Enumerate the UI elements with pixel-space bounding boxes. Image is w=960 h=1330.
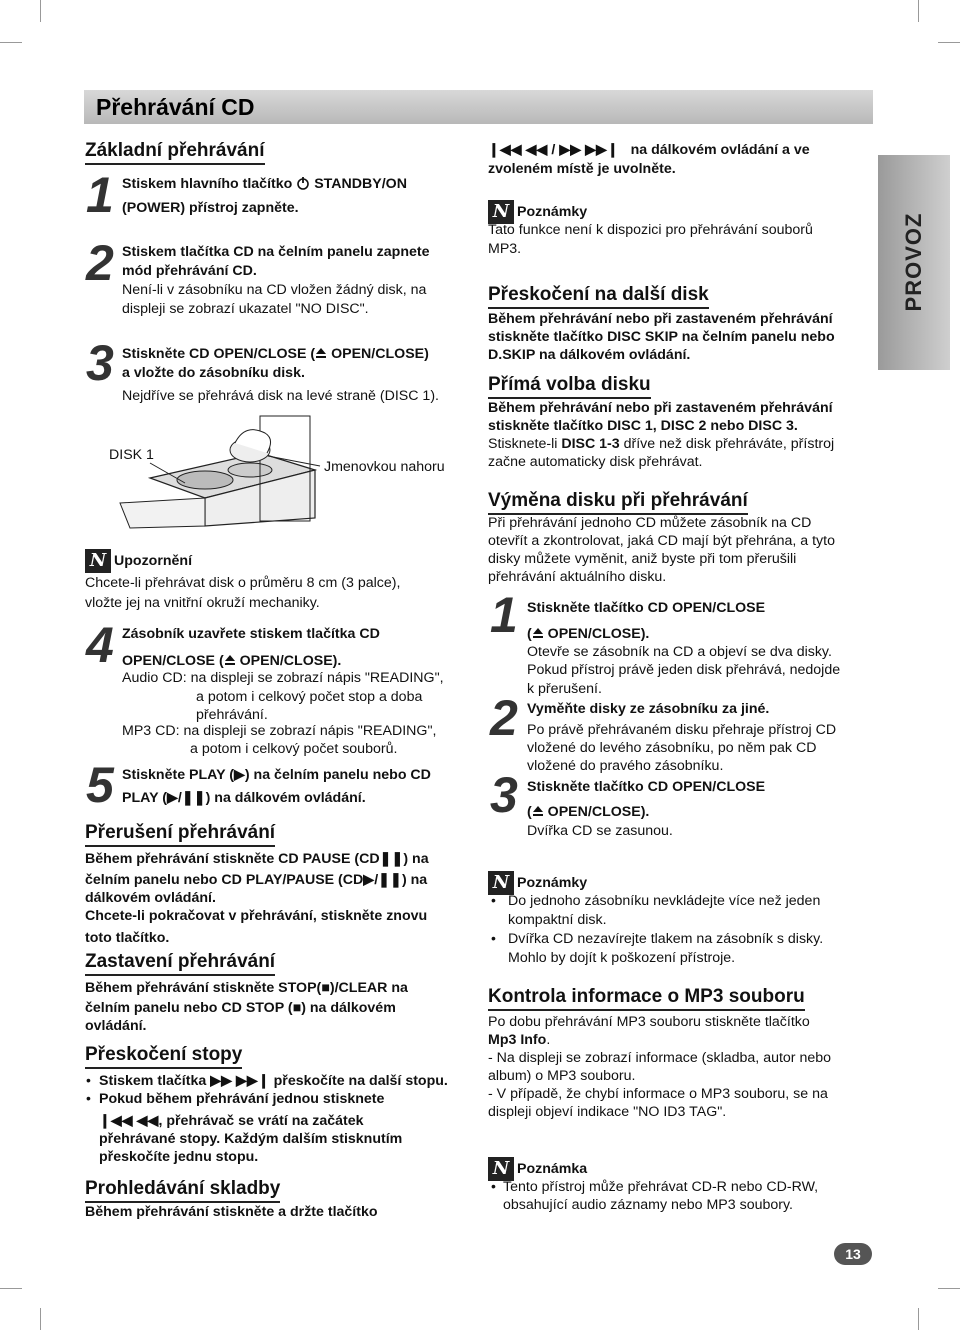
bullet: • [491, 1178, 496, 1194]
section-title-next-disc: Přeskočení na další disk [488, 284, 709, 309]
note-icon: N [488, 1157, 514, 1181]
note-text: Tento přístroj může přehrávat CD-R nebo CD-RW, [503, 1179, 819, 1195]
step-text: ( OPEN/CLOSE). [527, 804, 650, 820]
step-number: 1 [86, 167, 114, 223]
search-cont-text: ❙◀◀ ◀◀ / ▶▶ ▶▶❙ na dálkovém ovládání a ve [488, 142, 810, 158]
note-text: obsahující audio záznamy nebo MP3 soubory. [503, 1197, 793, 1213]
section-title-basic: Základní přehrávání [85, 140, 265, 165]
skip-text: Stiskem tlačítka ▶▶ ▶▶❙ přeskočíte na další stopu. [99, 1073, 448, 1089]
step-text: Stiskněte CD OPEN/CLOSE ( OPEN/CLOSE) [122, 346, 429, 362]
step-number: 1 [490, 587, 518, 643]
eject-icon [532, 627, 544, 639]
change-text: přehrávání aktuálního disku. [488, 569, 667, 585]
step-text: Stiskem hlavního tlačítko STANDBY/ON [122, 176, 407, 192]
step-text: (POWER) přístroj zapněte. [122, 200, 299, 216]
side-tab-label: PROVOZ [901, 212, 926, 312]
mp3info-text: - Na displeji se zobrazí informace (skladba, autor nebo [488, 1050, 832, 1066]
crop-mark [918, 0, 919, 22]
step-text: k přerušení. [527, 681, 602, 697]
pause-text: Chcete-li pokračovat v přehrávání, stiskněte znovu [85, 908, 428, 924]
step-number: 4 [86, 617, 114, 673]
step-number: 2 [490, 690, 518, 746]
stop-text: ovládání. [85, 1018, 147, 1034]
step-text: mód přehrávání CD. [122, 263, 257, 279]
mp3info-text: displeji objeví indikace "NO ID3 TAG". [488, 1104, 727, 1120]
step-text: PLAY (▶/❚❚) na dálkovém ovládání. [122, 790, 366, 806]
skip-prev-icon: ❙◀◀ ◀◀ [488, 142, 548, 158]
play-icon: ▶ [166, 790, 178, 806]
stop-text: čelním panelu nebo CD STOP (■) na dálkovém [85, 1000, 396, 1016]
bullet: • [491, 930, 496, 946]
crop-mark [938, 42, 960, 43]
step-text: displeji se zobrazí ukazatel "NO DISC". [122, 301, 369, 317]
step-text: Pokud přístroj právě jeden disk přehrává, nedojde [527, 662, 841, 678]
skip-text: přeskočíte jednu stopu. [99, 1149, 259, 1165]
step-text: Není-li v zásobníku na CD vložen žádný disk, na [122, 282, 427, 298]
crop-mark [918, 1308, 919, 1330]
note-icon: N [488, 200, 514, 224]
note-text: Do jednoho zásobníku nevkládejte více než jeden [508, 893, 821, 909]
pause-icon: ❚❚ [181, 790, 206, 806]
step-number: 5 [86, 757, 114, 813]
next-disc-text: Během přehrávání nebo při zastaveném přehrávání [488, 311, 833, 327]
pause-text: dálkovém ovládání. [85, 890, 216, 906]
eject-icon [224, 654, 236, 666]
step-text: a potom i celkový počet souborů. [190, 741, 398, 757]
note-text: Mohlo by dojít k poškození přístroje. [508, 950, 736, 966]
step-text: a potom i celkový počet stop a doba [196, 689, 423, 705]
pause-icon: ❚❚ [379, 851, 404, 867]
note-text: Dvířka CD nezavírejte tlakem na zásobník s disky. [508, 931, 824, 947]
step-text: Stiskněte tlačítko CD OPEN/CLOSE [527, 600, 766, 616]
step-text: Stiskem tlačítka CD na čelním panelu zapnete [122, 244, 430, 260]
bullet: • [86, 1072, 91, 1088]
note-title: N Poznámka [488, 1157, 587, 1181]
search-cont-text: zvoleném místě je uvolněte. [488, 161, 676, 177]
figure-label-disk1: DISK 1 [109, 447, 154, 463]
mp3info-text: album) o MP3 souboru. [488, 1068, 636, 1084]
step-text: ( OPEN/CLOSE). [527, 626, 650, 642]
mp3info-text: Mp3 Info. [488, 1032, 551, 1048]
page-number: 13 [834, 1243, 872, 1265]
next-disc-text: D.SKIP na dálkovém ovládání. [488, 347, 691, 363]
skip-next-icon: ▶▶ ▶▶❙ [210, 1073, 270, 1089]
step-text: Nejdříve se přehrává disk na levé straně (DISC 1). [122, 388, 439, 404]
step-text: Otevře se zásobník na CD a objeví se dva disky. [527, 644, 832, 660]
search-text: Během přehrávání stiskněte a držte tlačítko [85, 1204, 378, 1220]
play-icon: ▶ [233, 767, 245, 783]
step-number: 3 [86, 335, 114, 391]
note-text: Tato funkce není k dispozici pro přehrávání souborů [488, 222, 813, 238]
section-title-skip: Přeskočení stopy [85, 1044, 242, 1069]
note-text: kompaktní disk. [508, 912, 607, 928]
section-title-mp3info: Kontrola informace o MP3 souboru [488, 986, 805, 1011]
note-icon: N [488, 871, 514, 895]
page-title: Přehrávání CD [96, 94, 255, 120]
note-text: MP3. [488, 241, 522, 257]
stop-text: Během přehrávání stiskněte STOP(■)/CLEAR na [85, 980, 408, 996]
pause-text: Během přehrávání stiskněte CD PAUSE (CD❚❚) na [85, 851, 429, 867]
skip-text: Pokud během přehrávání jednou stisknete [99, 1091, 385, 1107]
stop-icon: ■ [321, 980, 330, 996]
warning-text: vložte jej na vnitřní okruží mechaniky. [85, 595, 320, 611]
step-text: MP3 CD: na displeji se zobrazí nápis "READING", [122, 723, 437, 739]
direct-text: Stisknete-li DISC 1-3 dříve než disk přehráváte, přístroj [488, 436, 835, 452]
direct-text: Během přehrávání nebo při zastaveném přehrávání [488, 400, 833, 416]
step-text: Zásobník uzavřete stiskem tlačítka CD [122, 626, 380, 642]
warning-text: Chcete-li přehrávat disk o průměru 8 cm (3 palce), [85, 575, 401, 591]
section-title-change: Výměna disku při přehrávání [488, 490, 748, 515]
change-text: disky můžete vyměnit, aniž byste při tom přerušili [488, 551, 797, 567]
step-text: Dvířka CD se zasunou. [527, 823, 673, 839]
section-title-stop: Zastavení přehrávání [85, 951, 275, 976]
next-disc-text: stiskněte tlačítko DISC SKIP na čelním panelu nebo [488, 329, 835, 345]
section-title-direct: Přímá volba disku [488, 374, 651, 399]
step-text: Po právě přehrávaném disku přehraje přístroj CD [527, 722, 837, 738]
direct-text: stiskněte tlačítko DISC 1, DISC 2 nebo DISC 3. [488, 418, 798, 434]
change-text: Při přehrávání jednoho CD můžete zásobník na CD [488, 515, 812, 531]
step-text: a vložte do zásobníku disk. [122, 365, 305, 381]
step-text: přehrávání. [196, 707, 268, 723]
step-number: 3 [490, 767, 518, 823]
change-text: otevřít a zkontrolovat, jaká CD mají být přehrána, a tyto [488, 533, 835, 549]
stop-icon: ■ [292, 1000, 302, 1016]
skip-text: ❙◀◀ ◀◀, přehrávač se vrátí na začátek [99, 1113, 364, 1129]
bullet: • [491, 892, 496, 908]
step-text: Stiskněte tlačítko CD OPEN/CLOSE [527, 779, 766, 795]
step-text: Stiskněte PLAY (▶) na čelním panelu nebo CD [122, 767, 431, 783]
bullet: • [86, 1090, 91, 1106]
crop-mark [0, 42, 22, 43]
note-icon: N [85, 549, 111, 573]
warning-title: N Upozornění [85, 549, 192, 573]
step-text: OPEN/CLOSE ( OPEN/CLOSE). [122, 653, 342, 669]
step-text: vložené do levého zásobníku, po něm pak CD [527, 740, 817, 756]
pause-icon: ❚❚ [378, 872, 402, 888]
skip-next-icon: ▶▶ ▶▶❙ [559, 142, 619, 158]
note-title: N Poznámky [488, 871, 587, 895]
eject-icon [532, 805, 544, 817]
eject-icon [315, 347, 327, 359]
step-text: vložené do pravého zásobníku. [527, 758, 724, 774]
direct-text: začne automaticky disk přehrávat. [488, 454, 703, 470]
pause-text: čelním panelu nebo CD PLAY/PAUSE (CD▶/❚❚) na [85, 872, 428, 888]
section-title-pause: Přerušení přehrávání [85, 822, 275, 847]
crop-mark [938, 1288, 960, 1289]
power-icon [296, 176, 310, 190]
pause-text: toto tlačítko. [85, 930, 170, 946]
step-text: Audio CD: na displeji se zobrazí nápis "READING", [122, 670, 444, 686]
figure-label-up: Jmenovkou nahoru [324, 459, 445, 475]
step-text: Vyměňte disky ze zásobníku za jiné. [527, 701, 770, 717]
mp3info-text: Po dobu přehrávání MP3 souboru stiskněte tlačítko [488, 1014, 810, 1030]
section-title-search: Prohledávání skladby [85, 1178, 280, 1203]
crop-mark [40, 0, 41, 22]
play-icon: ▶ [363, 872, 375, 888]
step-number: 2 [86, 235, 114, 291]
skip-text: přehrávané stopy. Každým dalším stisknutím [99, 1131, 403, 1147]
crop-mark [40, 1308, 41, 1330]
skip-prev-icon: ❙◀◀ ◀◀ [99, 1113, 159, 1129]
mp3info-text: - V případě, že chybí informace o MP3 souboru, se na [488, 1086, 828, 1102]
note-title: N Poznámky [488, 200, 587, 224]
crop-mark [0, 1288, 22, 1289]
